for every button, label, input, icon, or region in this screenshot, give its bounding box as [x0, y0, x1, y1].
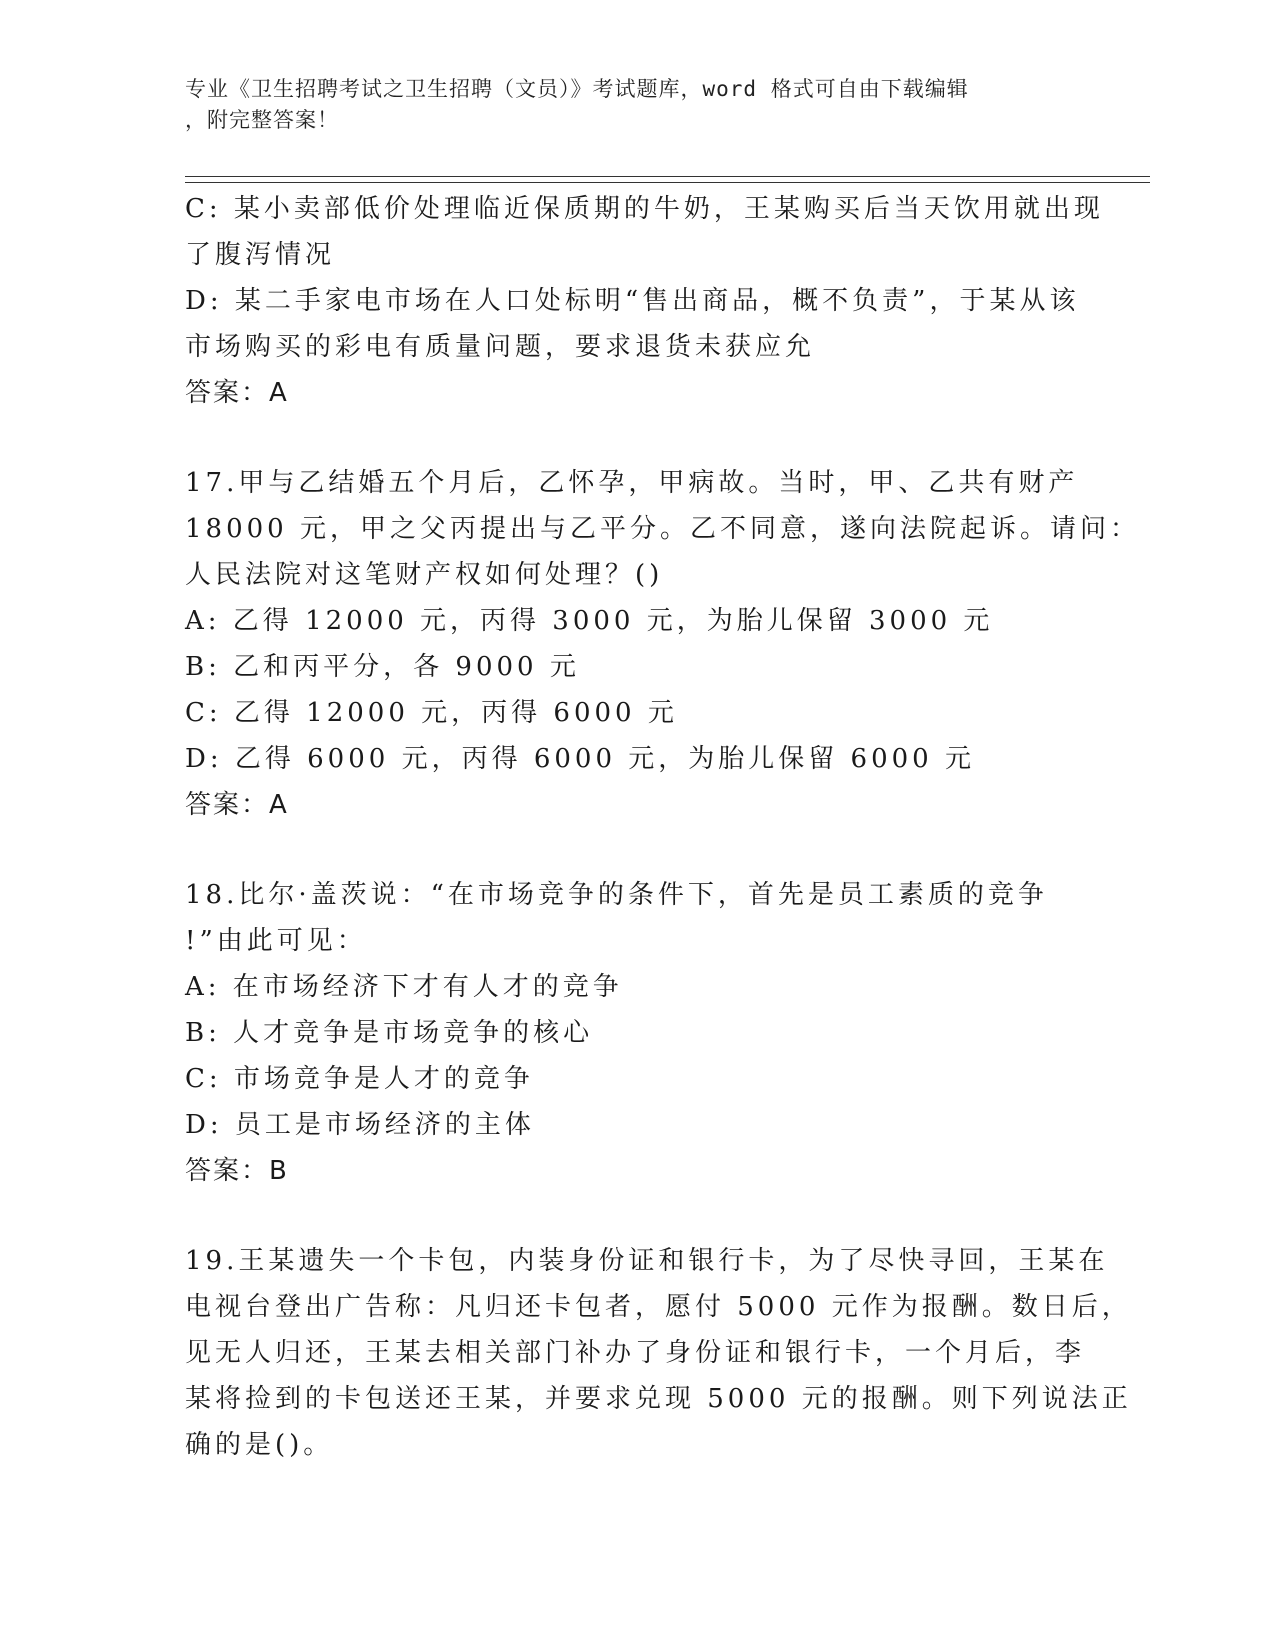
q17-stem-line-2: 18000 元，甲之父丙提出与乙平分。乙不同意，遂向法院起诉。请问：: [185, 514, 1140, 544]
q18-option-b: B: 人才竞争是市场竞争的核心: [185, 1018, 594, 1048]
q17-option-d: D: 乙得 6000 元，丙得 6000 元，为胎儿保留 6000 元: [185, 744, 975, 774]
q17-option-c: C: 乙得 12000 元，丙得 6000 元: [185, 698, 678, 728]
q18-option-d: D: 员工是市场经济的主体: [185, 1110, 535, 1140]
q18-stem-line-2: !”由此可见：: [185, 926, 367, 956]
q16-option-d-line-1: D: 某二手家电市场在人口处标明“售出商品，概不负责”，于某从该: [185, 286, 1080, 316]
q18-option-a: A: 在市场经济下才有人才的竞争: [185, 972, 623, 1002]
question-18-block: [185, 872, 1085, 1194]
header-divider-top: [185, 176, 1150, 177]
q17-stem-line-1: 17.甲与乙结婚五个月后，乙怀孕，甲病故。当时，甲、乙共有财产: [185, 468, 1079, 498]
question-16-block: [185, 186, 1104, 416]
q19-stem-line-2: 电视台登出广告称：凡归还卡包者，愿付 5000 元作为报酬。数日后，: [185, 1292, 1132, 1322]
question-19-block: [185, 1238, 1132, 1468]
header-divider-bottom: [185, 182, 1150, 183]
q16-option-d-line-2: 市场购买的彩电有质量问题，要求退货未获应允: [185, 332, 816, 362]
header-title-line-2: ，附完整答案！: [185, 108, 339, 132]
q18-answer: 答案：B: [185, 1156, 289, 1186]
q18-stem-line-1: 18.比尔·盖茨说：“在市场竞争的条件下，首先是员工素质的竞争: [185, 880, 1048, 910]
spacer: [185, 1194, 1085, 1238]
q16-option-c-line-2: 了腹泻情况: [185, 240, 336, 270]
header-title-line-1: 专业《卫生招聘考试之卫生招聘（文员）》考试题库，word 格式可自由下载编辑: [185, 77, 969, 101]
spacer: [185, 416, 1085, 460]
q17-stem-line-3: 人民法院对这笔财产权如何处理？(): [185, 560, 664, 590]
q19-stem-line-3: 见无人归还，王某去相关部门补办了身份证和银行卡，一个月后，李: [185, 1338, 1086, 1368]
q19-stem-line-4: 某将捡到的卡包送还王某，并要求兑现 5000 元的报酬。则下列说法正: [185, 1384, 1132, 1414]
spacer: [185, 828, 1085, 872]
document-body: [185, 186, 1140, 1468]
q19-stem-line-5: 确的是()。: [185, 1430, 334, 1460]
q17-answer: 答案：A: [185, 790, 289, 820]
q16-answer: 答案：A: [185, 378, 289, 408]
document-header: [185, 74, 1065, 136]
question-17-block: [185, 460, 1140, 828]
q18-option-c: C: 市场竞争是人才的竞争: [185, 1064, 534, 1094]
q16-option-c-line-1: C: 某小卖部低价处理临近保质期的牛奶，王某购买后当天饮用就出现: [185, 194, 1104, 224]
q17-option-a: A: 乙得 12000 元，丙得 3000 元，为胎儿保留 3000 元: [185, 606, 994, 636]
q17-option-b: B: 乙和丙平分，各 9000 元: [185, 652, 580, 682]
q19-stem-line-1: 19.王某遗失一个卡包，内装身份证和银行卡，为了尽快寻回，王某在: [185, 1246, 1109, 1276]
